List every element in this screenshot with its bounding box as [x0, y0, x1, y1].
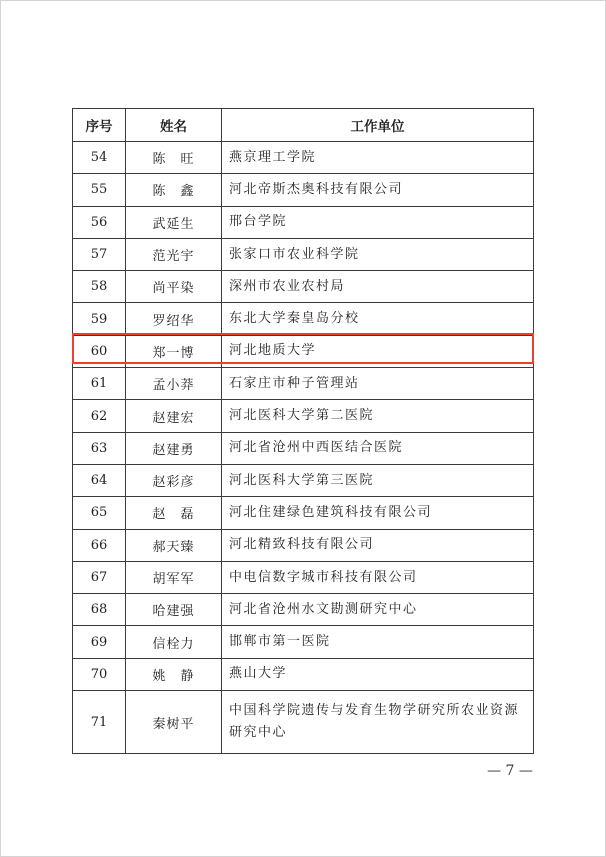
table-row: [73, 561, 534, 593]
row-unit: 河北住建绿色建筑科技有限公司: [222, 497, 534, 529]
table-row: [73, 368, 534, 400]
row-number: 54: [73, 142, 126, 174]
table-row: [73, 174, 534, 206]
row-name: 陈 鑫: [126, 174, 222, 206]
row-number: 64: [73, 464, 126, 496]
page-number: — 7 —: [487, 763, 533, 779]
row-name: 哈建强: [126, 594, 222, 626]
row-number: 57: [73, 238, 126, 270]
row-name: 姚 静: [126, 658, 222, 690]
row-name: 武延生: [126, 206, 222, 238]
row-number: 66: [73, 529, 126, 561]
header-number: 序号: [73, 109, 126, 142]
row-unit: 燕山大学: [222, 658, 534, 690]
row-unit: 中电信数字城市科技有限公司: [222, 561, 534, 593]
row-unit: 河北医科大学第二医院: [222, 400, 534, 432]
row-unit: 中国科学院遗传与发育生物学研究所农业资源研究中心: [222, 691, 534, 754]
row-unit: 东北大学秦皇岛分校: [222, 303, 534, 335]
row-unit: 河北省沧州水文勘测研究中心: [222, 594, 534, 626]
table-row: [73, 658, 534, 690]
row-unit: 河北地质大学: [222, 335, 534, 367]
row-name: 陈 旺: [126, 142, 222, 174]
table-row: [73, 303, 534, 335]
row-number: 58: [73, 271, 126, 303]
row-unit: 石家庄市种子管理站: [222, 368, 534, 400]
row-name: 罗绍华: [126, 303, 222, 335]
row-unit: 河北帝斯杰奥科技有限公司: [222, 174, 534, 206]
row-name: 范光宇: [126, 238, 222, 270]
table-row: [73, 626, 534, 658]
row-number: 71: [73, 691, 126, 754]
table-row-highlighted: [73, 335, 534, 367]
row-number: 69: [73, 626, 126, 658]
row-unit: 河北省沧州中西医结合医院: [222, 432, 534, 464]
row-number: 61: [73, 368, 126, 400]
row-unit: 河北医科大学第三医院: [222, 464, 534, 496]
table-row: [73, 464, 534, 496]
row-name: 赵 磊: [126, 497, 222, 529]
row-name: 赵建宏: [126, 400, 222, 432]
row-name: 赵建勇: [126, 432, 222, 464]
table-row: [73, 238, 534, 270]
row-name: 孟小莽: [126, 368, 222, 400]
row-number: 68: [73, 594, 126, 626]
row-number: 59: [73, 303, 126, 335]
row-number: 63: [73, 432, 126, 464]
row-name: 胡军军: [126, 561, 222, 593]
table-row: [73, 529, 534, 561]
table-row: [73, 142, 534, 174]
header-name: 姓名: [126, 109, 222, 142]
header-unit: 工作单位: [222, 109, 534, 142]
row-name: 信栓力: [126, 626, 222, 658]
row-unit: 张家口市农业科学院: [222, 238, 534, 270]
table-row: [73, 594, 534, 626]
table-row: [73, 271, 534, 303]
row-unit: 燕京理工学院: [222, 142, 534, 174]
row-unit: 邯郸市第一医院: [222, 626, 534, 658]
row-unit: 河北精致科技有限公司: [222, 529, 534, 561]
row-number: 56: [73, 206, 126, 238]
row-number: 67: [73, 561, 126, 593]
row-number: 55: [73, 174, 126, 206]
row-name: 郑一博: [126, 335, 222, 367]
table-row: [73, 432, 534, 464]
row-name: 郝天臻: [126, 529, 222, 561]
table-row: [73, 206, 534, 238]
row-unit: 邢台学院: [222, 206, 534, 238]
row-name: 赵彩彦: [126, 464, 222, 496]
row-name: 尚平染: [126, 271, 222, 303]
row-unit: 深州市农业农村局: [222, 271, 534, 303]
table-row: [73, 691, 534, 754]
row-number: 60: [73, 335, 126, 367]
table-header-row: [73, 109, 534, 142]
row-number: 62: [73, 400, 126, 432]
table-row: [73, 497, 534, 529]
row-number: 65: [73, 497, 126, 529]
table-row: [73, 400, 534, 432]
row-number: 70: [73, 658, 126, 690]
personnel-table: [72, 108, 534, 754]
row-name: 秦树平: [126, 691, 222, 754]
